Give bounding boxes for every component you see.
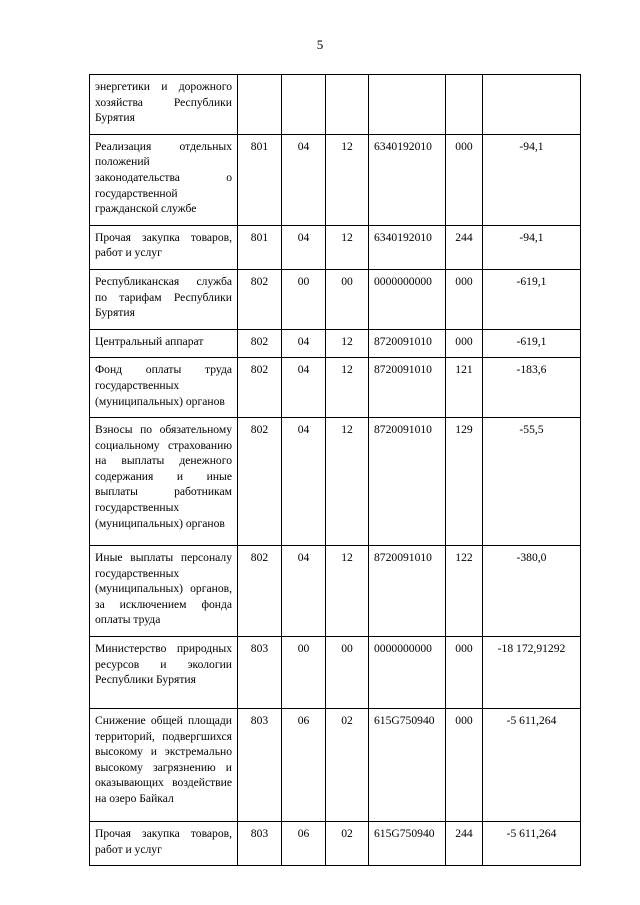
row-gr: 802 — [238, 329, 282, 358]
row-rz: 06 — [282, 709, 326, 822]
row-pr: 02 — [326, 709, 369, 822]
row-rz: 04 — [282, 418, 326, 546]
row-name: Министерство природных ресурсов и экологии Республики Бурятия — [90, 637, 238, 709]
row-name: Фонд оплаты труда государственных (муниципальных) органов — [90, 358, 238, 418]
row-vr: 122 — [446, 546, 483, 637]
row-name: Прочая закупка товаров, работ и услуг — [90, 822, 238, 866]
row-gr: 803 — [238, 709, 282, 822]
row-vr: 000 — [446, 637, 483, 709]
row-pr: 00 — [326, 637, 369, 709]
row-pr: 02 — [326, 822, 369, 866]
table-row — [90, 822, 581, 866]
row-sum: -619,1 — [483, 329, 581, 358]
row-vr: 121 — [446, 358, 483, 418]
row-cs: 8720091010 — [369, 329, 446, 358]
row-rz: 00 — [282, 269, 326, 329]
row-cs: 615G750940 — [369, 709, 446, 822]
row-vr: 129 — [446, 418, 483, 546]
table-row — [90, 134, 581, 225]
row-sum: -55,5 — [483, 418, 581, 546]
row-cs — [369, 75, 446, 135]
row-vr: 244 — [446, 225, 483, 269]
row-sum — [483, 75, 581, 135]
table-row — [90, 75, 581, 135]
row-pr: 12 — [326, 329, 369, 358]
row-pr: 12 — [326, 418, 369, 546]
row-gr — [238, 75, 282, 135]
row-name: Центральный аппарат — [90, 329, 238, 358]
table-row — [90, 269, 581, 329]
table-row — [90, 418, 581, 546]
row-name: Республиканская служба по тарифам Республики Бурятия — [90, 269, 238, 329]
row-gr: 801 — [238, 225, 282, 269]
row-sum: -380,0 — [483, 546, 581, 637]
row-pr: 12 — [326, 134, 369, 225]
row-cs: 8720091010 — [369, 418, 446, 546]
row-vr: 000 — [446, 269, 483, 329]
row-rz — [282, 75, 326, 135]
page-number: 5 — [316, 37, 324, 52]
row-cs: 6340192010 — [369, 134, 446, 225]
row-name: Снижение общей площади территорий, подвергшихся высокому и экстремально высокому загрязнению и оказывающих воздействие на озеро Байкал — [90, 709, 238, 822]
row-gr: 801 — [238, 134, 282, 225]
row-sum: -5 611,264 — [483, 709, 581, 822]
row-pr: 12 — [326, 358, 369, 418]
row-vr: 000 — [446, 709, 483, 822]
row-vr — [446, 75, 483, 135]
row-sum: -5 611,264 — [483, 822, 581, 866]
row-pr — [326, 75, 369, 135]
row-cs: 0000000000 — [369, 269, 446, 329]
budget-table — [89, 74, 581, 866]
row-gr: 803 — [238, 822, 282, 866]
row-gr: 802 — [238, 546, 282, 637]
row-rz: 04 — [282, 358, 326, 418]
row-sum: -619,1 — [483, 269, 581, 329]
row-pr: 00 — [326, 269, 369, 329]
row-sum: -183,6 — [483, 358, 581, 418]
row-name: энергетики и дорожного хозяйства Республики Бурятия — [90, 75, 238, 135]
table-row — [90, 225, 581, 269]
row-rz: 04 — [282, 546, 326, 637]
row-vr: 000 — [446, 329, 483, 358]
row-vr: 244 — [446, 822, 483, 866]
row-sum: -18 172,91292 — [483, 637, 581, 709]
table-row — [90, 329, 581, 358]
table-row — [90, 709, 581, 822]
row-cs: 0000000000 — [369, 637, 446, 709]
row-name: Реализация отдельных положений законодательства о государственной гражданской службе — [90, 134, 238, 225]
row-rz: 04 — [282, 329, 326, 358]
table-row — [90, 546, 581, 637]
row-cs: 6340192010 — [369, 225, 446, 269]
row-cs: 8720091010 — [369, 358, 446, 418]
row-sum: -94,1 — [483, 225, 581, 269]
row-name: Иные выплаты персоналу государственных (муниципальных) органов, за исключением фонда оплаты труда — [90, 546, 238, 637]
row-pr: 12 — [326, 546, 369, 637]
table-row — [90, 358, 581, 418]
row-cs: 615G750940 — [369, 822, 446, 866]
row-gr: 802 — [238, 418, 282, 546]
row-gr: 802 — [238, 358, 282, 418]
table-row — [90, 637, 581, 709]
row-vr: 000 — [446, 134, 483, 225]
row-rz: 06 — [282, 822, 326, 866]
row-gr: 803 — [238, 637, 282, 709]
row-name: Взносы по обязательному социальному страхованию на выплаты денежного содержания и иные выплаты работникам государственных (муниципальных) органов — [90, 418, 238, 546]
row-name: Прочая закупка товаров, работ и услуг — [90, 225, 238, 269]
row-gr: 802 — [238, 269, 282, 329]
row-cs: 8720091010 — [369, 546, 446, 637]
row-rz: 04 — [282, 134, 326, 225]
row-sum: -94,1 — [483, 134, 581, 225]
row-rz: 00 — [282, 637, 326, 709]
row-rz: 04 — [282, 225, 326, 269]
row-pr: 12 — [326, 225, 369, 269]
